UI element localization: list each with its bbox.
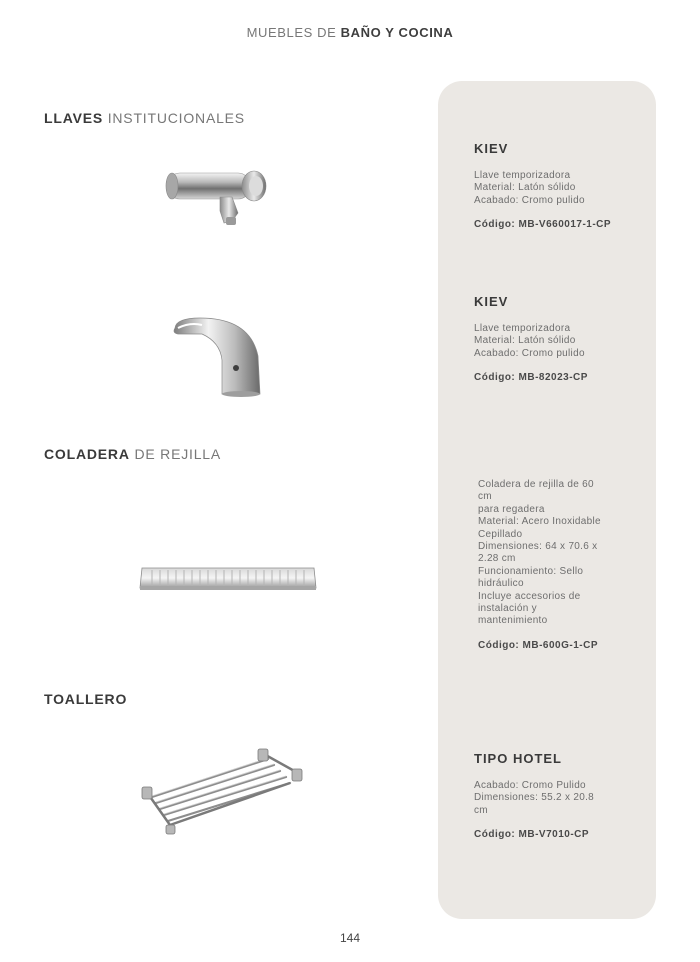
section-title-strong: LLAVES: [44, 110, 103, 126]
product-card-tipo-hotel: [474, 751, 644, 840]
product-card-kiev-2: [474, 294, 644, 383]
header-bold: BAÑO Y COCINA: [340, 25, 454, 40]
product-card-kiev-1: [474, 141, 644, 230]
product-code: Código: MB-600G-1-CP: [478, 639, 598, 651]
product-code: Código: MB-V7010-CP: [474, 829, 590, 841]
product-name: KIEV: [474, 141, 509, 156]
section-title-coladera: [44, 446, 221, 462]
product-name: TIPO HOTEL: [474, 751, 562, 766]
faucet-kiev-1-image: [160, 165, 275, 230]
product-description: Llave temporizadora Material: Latón sólido Acabado: Cromo pulido: [474, 323, 585, 359]
product-description: Acabado: Cromo Pulido Dimensiones: 55.2 x 20.8 cm: [474, 780, 595, 816]
section-title-light: INSTITUCIONALES: [107, 110, 245, 126]
section-title-light: DE REJILLA: [134, 446, 222, 462]
towel-rack-image: [140, 745, 308, 835]
section-title-llaves: [44, 110, 245, 126]
product-description: Llave temporizadora Material: Latón sólido Acabado: Cromo pulido: [474, 170, 585, 206]
header-light: MUEBLES DE: [246, 25, 337, 40]
product-name: KIEV: [474, 294, 509, 309]
section-title-strong: TOALLERO: [44, 691, 128, 707]
product-code: Código: MB-V660017-1-CP: [474, 219, 612, 231]
faucet-kiev-2-image: [170, 312, 265, 397]
shower-drain-grate-image: [138, 560, 318, 594]
page-header: [0, 25, 700, 40]
section-title-toallero: [44, 691, 127, 707]
product-card-coladera: [478, 479, 648, 651]
section-title-strong: COLADERA: [44, 446, 130, 462]
page-number: 144: [339, 931, 361, 945]
product-code: Código: MB-82023-CP: [474, 372, 588, 384]
product-description: Coladera de rejilla de 60 cm para regadera Material: Acero Inoxidable Cepillado Dimensiones: 64 x 70.6 x 2.28 cm Funcionamiento: Sello hidráulico Incluye accesorios de instalación y mantenimiento: [478, 479, 601, 627]
